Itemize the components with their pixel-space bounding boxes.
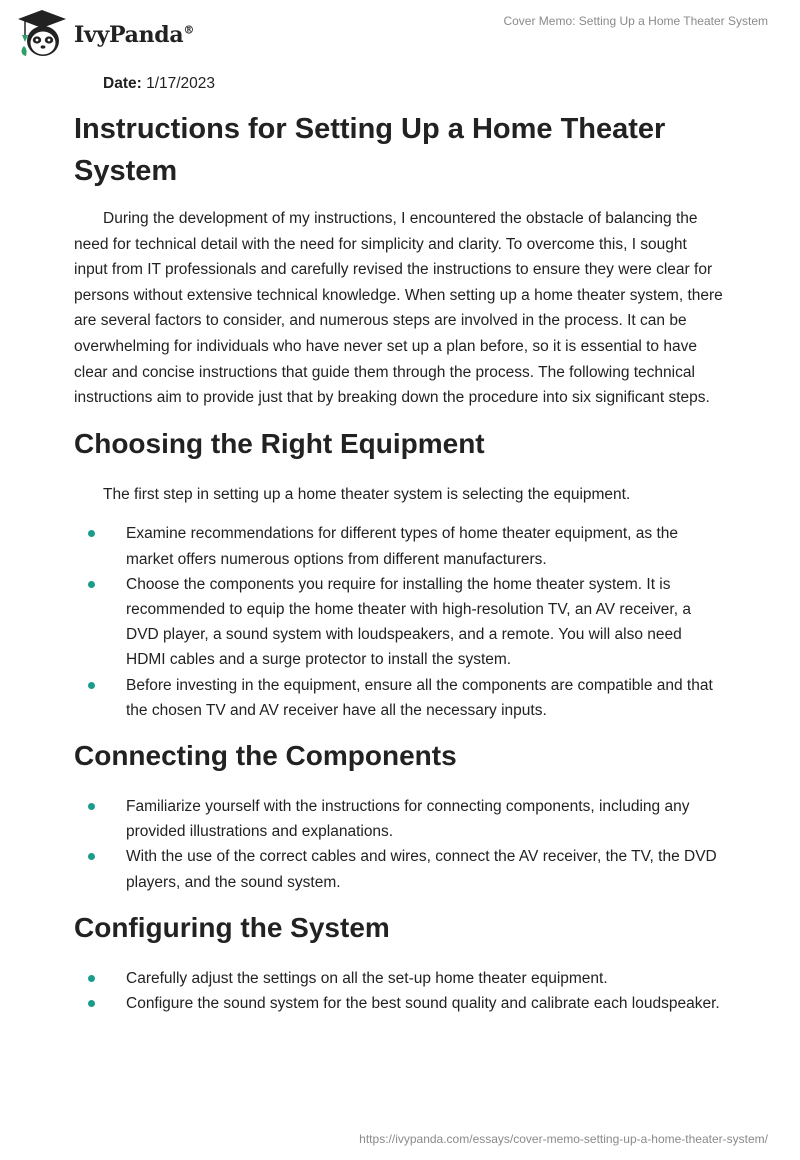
ivypanda-logo[interactable] bbox=[14, 8, 194, 60]
registered-mark: ® bbox=[183, 23, 195, 37]
list-item: With the use of the correct cables and wires, connect the AV receiver, the TV, the DVD players, and the sound system. bbox=[74, 844, 724, 894]
running-title: Cover Memo: Setting Up a Home Theater System bbox=[503, 14, 768, 28]
list-item: Configure the sound system for the best sound quality and calibrate each loudspeaker. bbox=[74, 991, 724, 1016]
bullet-dot-icon bbox=[88, 581, 95, 588]
bullet-list-configuring bbox=[74, 966, 724, 1016]
bullet-list-equipment bbox=[74, 521, 724, 723]
page-title: Instructions for Setting Up a Home Theater System bbox=[74, 113, 666, 187]
list-item: Choose the components you require for installing the home theater system. It is recommended to equip the home theater with high-resolution TV, an AV receiver, a DVD player, a sound system with loudspeakers, and a remote. You will also need HDMI cables and a surge protector to install the system. bbox=[74, 572, 724, 673]
brand-name: IvyPanda® bbox=[74, 22, 195, 48]
date-line bbox=[103, 73, 724, 95]
bullet-dot-icon bbox=[88, 803, 95, 810]
section-heading-configuring: Configuring the System bbox=[74, 911, 390, 943]
section-lead-equipment: The first step in setting up a home theater system is selecting the equipment. bbox=[103, 485, 631, 503]
intro-paragraph: During the development of my instructions, I encountered the obstacle of balancing the need for technical detail with the need for simplicity and clarity. To overcome this, I sought input from IT professionals and carefully revised the instructions to ensure they were clear for persons without extensive technical knowledge. When setting up a home theater system, there are several factors to consider, and numerous steps are involved in the process. It can be overwhelming for individuals who have never set up a plan before, so it is essential to have clear and concise instructions that guide them through the process. The following technical instructions aim to provide just that by breaking down the procedure into six significant steps. bbox=[74, 210, 723, 407]
bullet-dot-icon bbox=[88, 530, 95, 537]
panda-graduate-icon bbox=[14, 8, 70, 60]
bullet-dot-icon bbox=[88, 975, 95, 982]
document-body bbox=[74, 73, 724, 1016]
source-url-link[interactable]: https://ivypanda.com/essays/cover-memo-setting-up-a-home-theater-system/ bbox=[359, 1132, 768, 1146]
list-item: Before investing in the equipment, ensure all the components are compatible and that the chosen TV and AV receiver have all the necessary inputs. bbox=[74, 673, 724, 723]
date-label: Date: bbox=[103, 75, 142, 92]
section-heading-connecting: Connecting the Components bbox=[74, 739, 457, 771]
bullet-list-connecting bbox=[74, 794, 724, 895]
bullet-dot-icon bbox=[88, 682, 95, 689]
bullet-dot-icon bbox=[88, 853, 95, 860]
section-heading-equipment: Choosing the Right Equipment bbox=[74, 427, 485, 459]
list-item: Carefully adjust the settings on all the set-up home theater equipment. bbox=[74, 966, 724, 991]
list-item: Familiarize yourself with the instructions for connecting components, including any provided illustrations and explanations. bbox=[74, 794, 724, 844]
date-value: 1/17/2023 bbox=[146, 75, 216, 92]
bullet-dot-icon bbox=[88, 1000, 95, 1007]
list-item: Examine recommendations for different types of home theater equipment, as the market offers numerous options from different manufacturers. bbox=[74, 521, 724, 571]
page-header bbox=[0, 0, 800, 70]
